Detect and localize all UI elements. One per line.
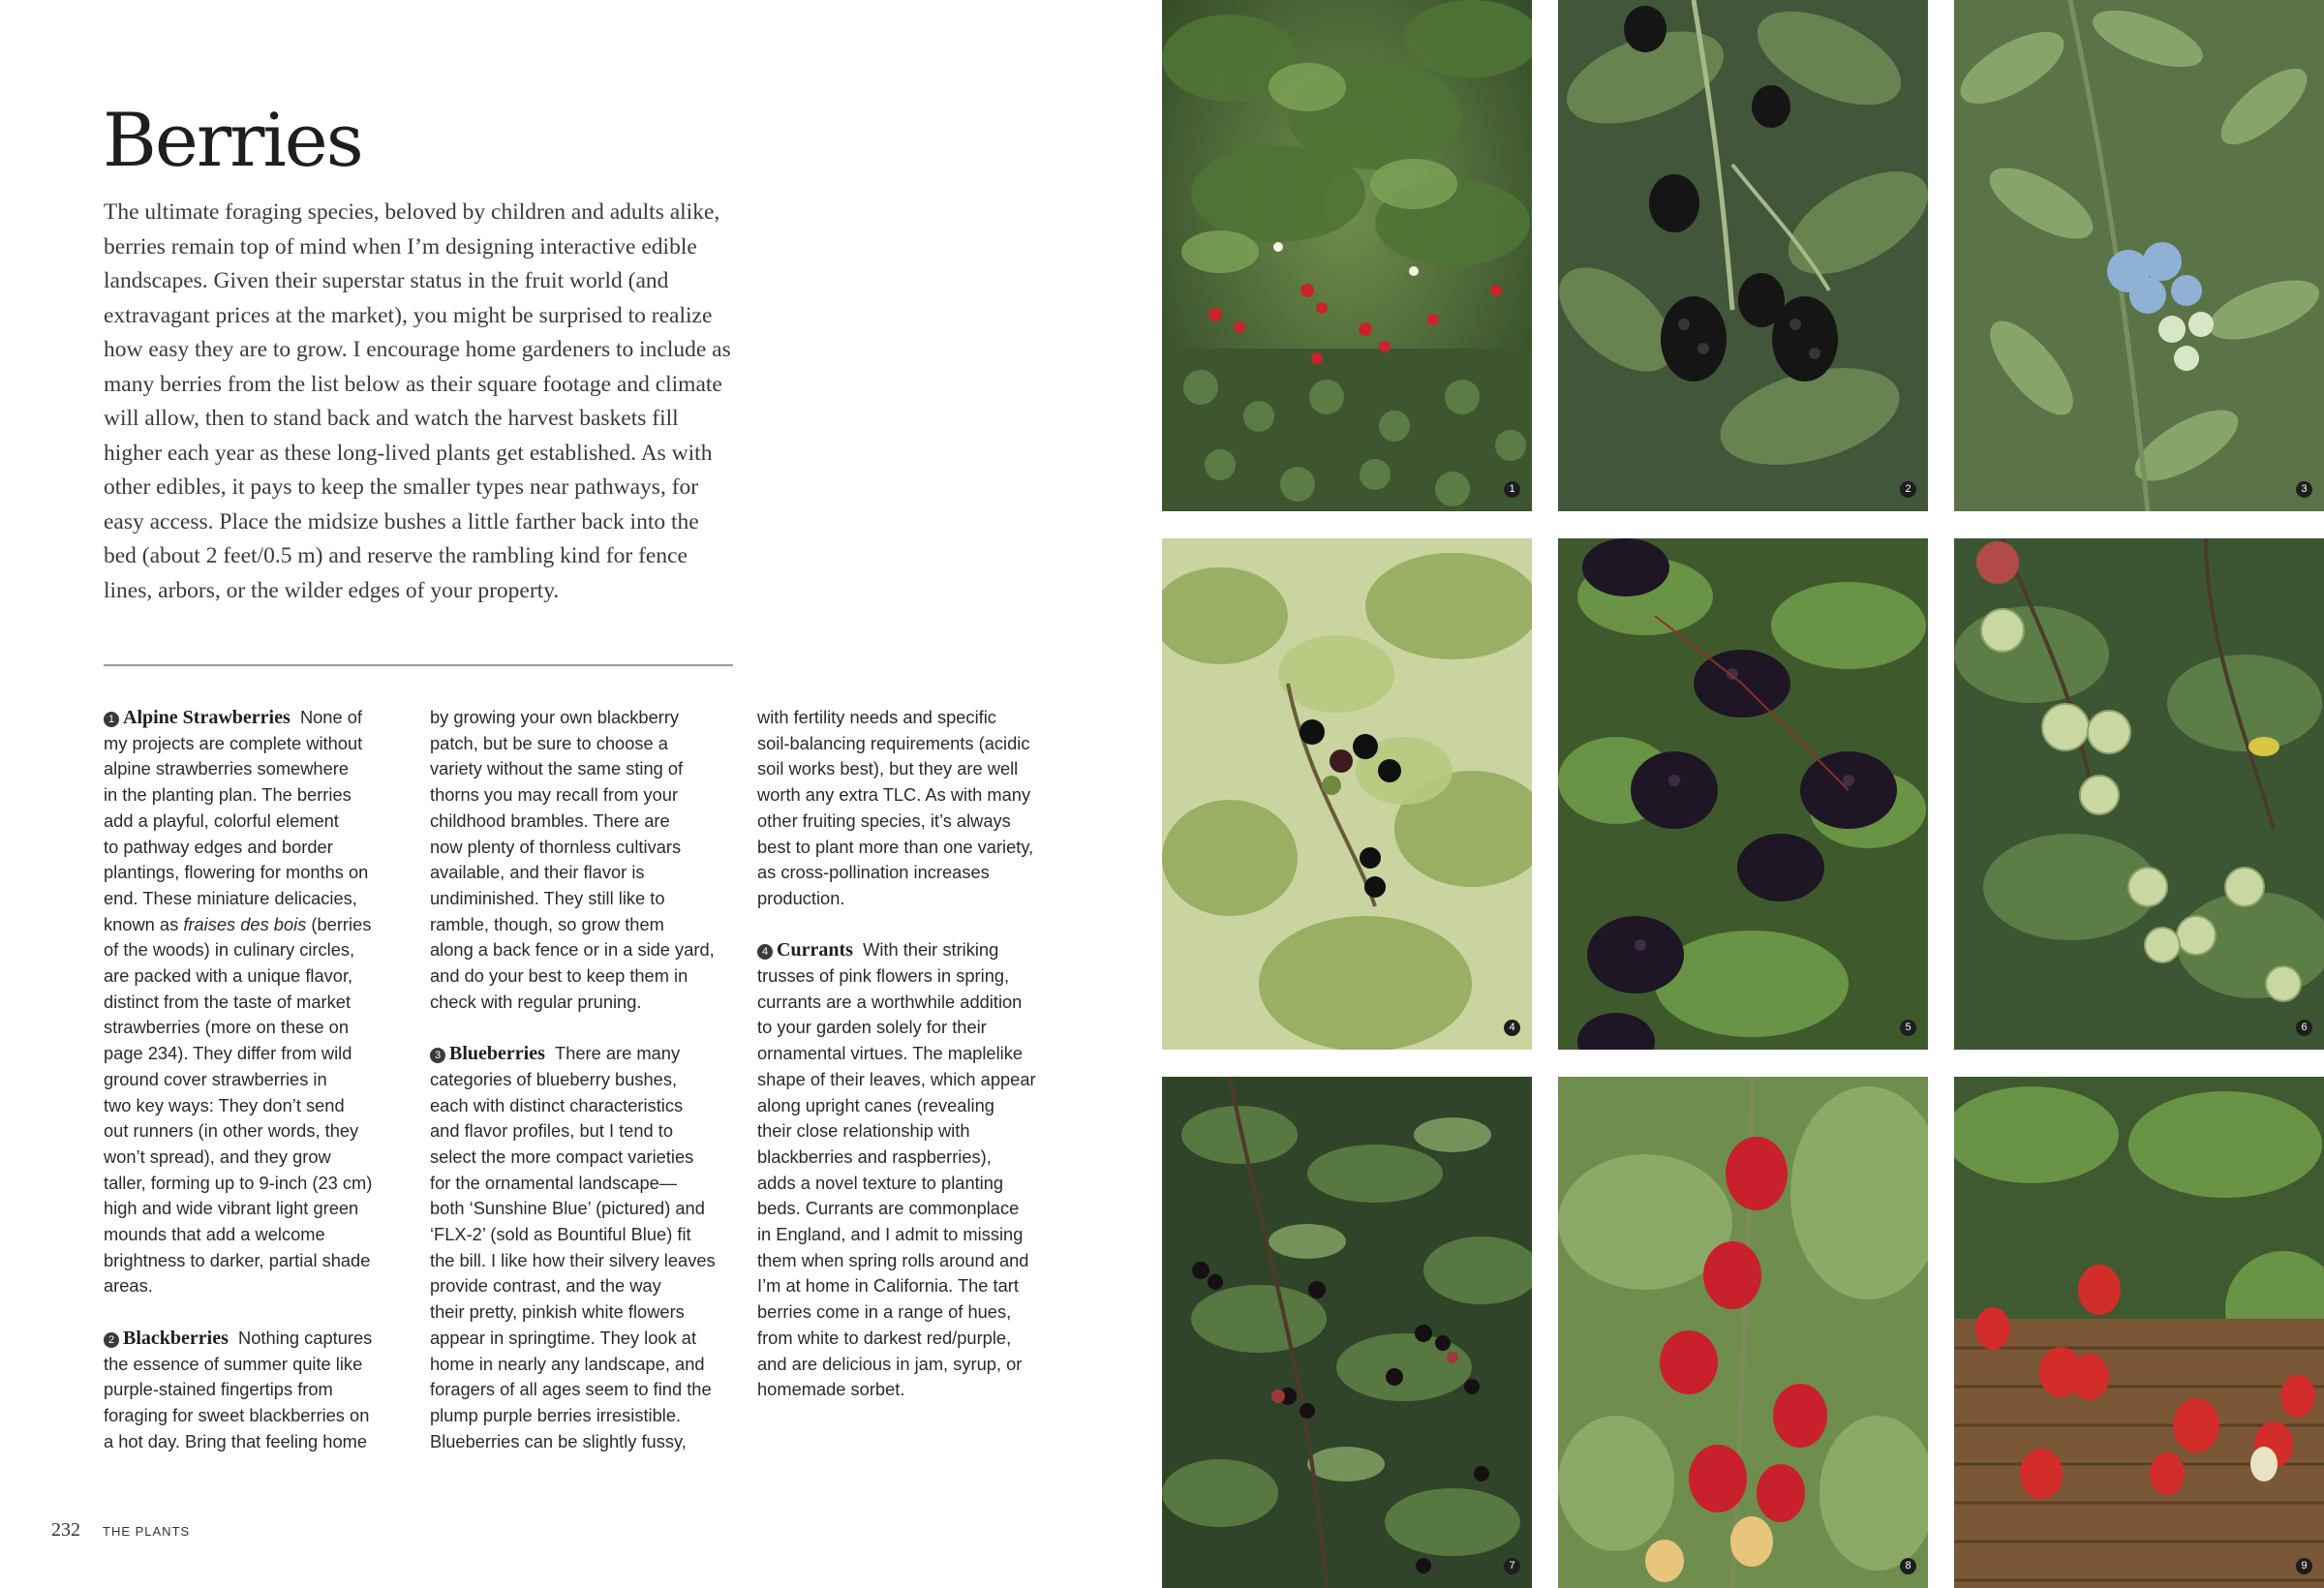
gooseberry-illustration [1954, 538, 2324, 1050]
entry-line: beds. Currants are commonplace [757, 1198, 1020, 1219]
entry-line: homemade sorbet. [757, 1379, 905, 1400]
intro-line: alike, berries remain top of mind when I’m designing interactive [104, 199, 720, 260]
entry-line: both ‘Sunshine Blue’ (pictured) and [430, 1198, 705, 1219]
photo-number-badge: 4 [1504, 1020, 1520, 1036]
entry-heading: Blackberries [123, 1327, 229, 1349]
entry-line: of the woods) in culinary circles, [104, 939, 355, 961]
entry-line: a hot day. Bring that feeling home [104, 1430, 368, 1451]
gooseberry-photo [1954, 538, 2324, 1050]
blueberry-illustration [1954, 0, 2324, 511]
entry-line: the essence of summer quite like [104, 1353, 363, 1374]
divider-rule [104, 664, 733, 666]
photo-number-badge: 1 [1504, 481, 1520, 498]
huckleberry-illustration [1162, 1077, 1532, 1588]
entry-line: check with regular pruning. [430, 991, 642, 1012]
number-badge: 4 [757, 944, 773, 960]
entry-line: their pretty, pinkish white flowers [430, 1301, 685, 1323]
elderberry-illustration [1558, 538, 1928, 1050]
entry-line: other fruiting species, it’s always [757, 809, 1011, 831]
entry-line: high and wide vibrant light green [104, 1198, 359, 1219]
entry-blueberries-cont [757, 705, 1059, 912]
entry-heading: Alpine Strawberries [123, 707, 290, 728]
photo-number-badge: 7 [1504, 1558, 1520, 1574]
entry-line: shape of their leaves, which appear [757, 1068, 1036, 1089]
entry-line: them when spring rolls around and [757, 1249, 1029, 1270]
intro-line: types near pathways, for easy access. Place the midsize bushes a [104, 474, 699, 534]
photo-grid [1162, 0, 2324, 1588]
entry-line: berries come in a range of hues, [757, 1301, 1012, 1323]
entry-line: foragers of all ages seem to find the [430, 1379, 712, 1400]
entry-line: from white to darkest red/purple, [757, 1327, 1012, 1348]
entry-line: and do your best to keep them in [430, 965, 688, 987]
entry-line: by growing your own blackberry [430, 707, 680, 727]
intro-line: The ultimate foraging species, beloved by children and adults [104, 199, 664, 225]
entry-line: provide contrast, and the way [430, 1275, 661, 1297]
entry-line: strawberries (more on these on [104, 1017, 350, 1038]
elderberry-photo [1558, 538, 1928, 1050]
entry-line: in the planting plan. The berries [104, 784, 352, 806]
entry-line: taller, forming up to 9-inch (23 cm) [104, 1172, 373, 1193]
alpine-strawberry-photo [1162, 0, 1532, 511]
entry-line: categories of blueberry bushes, [430, 1068, 678, 1089]
section-label: THE PLANTS [103, 1524, 191, 1539]
entry-line: each with distinct characteristics [430, 1094, 684, 1115]
entry-heading: Blueberries [449, 1043, 545, 1065]
number-badge: 2 [104, 1332, 119, 1348]
entry-line: and are delicious in jam, syrup, or [757, 1353, 1023, 1374]
currant-photo [1162, 538, 1532, 1050]
entry-line: mounds that add a welcome [104, 1224, 325, 1245]
entry-text: Nothing captures [238, 1327, 373, 1348]
number-badge: 3 [430, 1048, 445, 1063]
text-column-2 [430, 705, 732, 1481]
entry-line: out runners (in other words, they [104, 1120, 359, 1142]
entry-line: with fertility needs and specific [757, 707, 996, 727]
entry-line: select the more compact varieties [430, 1145, 694, 1167]
entry-line: available, and their flavor is [430, 862, 645, 883]
entry-alpine-strawberries [104, 705, 406, 1299]
entry-line: alpine strawberries somewhere [104, 758, 350, 779]
entry-line: along a back fence or in a side yard, [430, 939, 715, 961]
intro-line: to include as many berries from the list below as their square [104, 337, 731, 397]
intro-paragraph [104, 196, 733, 608]
entry-text: (berries [306, 913, 372, 934]
entry-line: plantings, flowering for months on [104, 862, 369, 883]
entry-line: now plenty of thornless cultivars [430, 836, 682, 857]
entry-line: patch, but be sure to choose a [430, 732, 668, 753]
page-number: 232 [51, 1519, 80, 1541]
entry-text: With their striking [863, 939, 999, 961]
entry-line: two key ways: They don’t send [104, 1094, 345, 1115]
left-page [0, 0, 1152, 1588]
entry-line: end. These miniature delicacies, [104, 887, 357, 908]
entry-line: blackberries and raspberries), [757, 1145, 992, 1167]
intro-line: (and extravagant prices at the market), you might be surprised to [104, 268, 669, 328]
entry-line: to your garden solely for their [757, 1017, 987, 1038]
entry-blueberries [430, 1041, 732, 1454]
entry-blackberries [104, 1326, 406, 1455]
entry-text: There are many [555, 1043, 681, 1064]
entry-line: and flavor profiles, but I tend to [430, 1120, 674, 1142]
entry-blackberries-cont [430, 705, 732, 1015]
entry-line: production. [757, 887, 845, 908]
entry-line: adds a novel texture to planting [757, 1172, 1004, 1193]
entry-line: plump purple berries irresistible. [430, 1404, 682, 1425]
text-column-3 [757, 705, 1059, 1429]
number-badge: 1 [104, 712, 119, 727]
raspberry-illustration [1558, 1077, 1928, 1588]
entry-line: areas. [104, 1275, 153, 1297]
entry-line: soil-balancing requirements (acidic [757, 732, 1030, 753]
intro-line: little farther back into the bed (about 2 feet/0.5 m) and reserve [104, 508, 699, 568]
photo-number-badge: 2 [1900, 481, 1916, 498]
entry-line: thorns you may recall from your [430, 784, 679, 806]
intro-line: harvest baskets fill higher each year as these long-lived plants [104, 406, 679, 466]
entry-line: brightness to darker, partial shade [104, 1249, 371, 1270]
entry-line: purple-stained fingertips from [104, 1379, 333, 1400]
entry-line: appear in springtime. They look at [430, 1327, 697, 1348]
entry-line: trusses of pink flowers in spring, [757, 965, 1010, 987]
intro-line: edible landscapes. Given their superstar status in the fruit world [104, 233, 697, 293]
photo-number-badge: 9 [2296, 1558, 2312, 1574]
intro-line: realize how easy they are to grow. I encourage home gardeners [104, 302, 713, 362]
entry-line: undiminished. They still like to [430, 887, 665, 908]
page-title: Berries [103, 97, 362, 183]
huckleberry-photo [1162, 1077, 1532, 1588]
currant-illustration [1162, 538, 1532, 1050]
raspberry-photo [1558, 1077, 1928, 1588]
entry-line: in England, and I admit to missing [757, 1224, 1024, 1245]
entry-line: for the ornamental landscape— [430, 1172, 678, 1193]
photo-number-badge: 5 [1900, 1020, 1916, 1036]
intro-line: footage and climate will allow, then to stand back and watch the [104, 371, 722, 431]
entry-line: distinct from the taste of market [104, 991, 352, 1012]
photo-number-badge: 6 [2296, 1020, 2312, 1036]
entry-line: my projects are complete without [104, 732, 363, 753]
entry-line: Blueberries can be slightly fussy, [430, 1430, 687, 1451]
entry-line: as cross-pollination increases [757, 862, 990, 883]
photo-number-badge: 8 [1900, 1558, 1916, 1574]
entry-text: known as [104, 913, 184, 934]
entry-line: best to plant more than one variety, [757, 836, 1034, 857]
blackberry-photo [1558, 0, 1928, 511]
entry-line: won’t spread), and they grow [104, 1145, 331, 1167]
entry-line: are packed with a unique flavor, [104, 965, 353, 987]
intro-line: get established. As with other edibles, it pays to keep the smaller [104, 440, 713, 500]
blackberry-illustration [1558, 0, 1928, 511]
strawberry-basket-photo [1954, 1077, 2324, 1588]
text-column-1 [104, 705, 406, 1481]
entry-line: to pathway edges and border [104, 836, 333, 857]
entry-line: soil works best), but they are well [757, 758, 1019, 779]
entry-line: add a playful, colorful element [104, 809, 339, 831]
entry-currants [757, 937, 1059, 1403]
blueberry-photo [1954, 0, 2324, 511]
intro-line: the rambling kind for fence lines, arbors, or the wilder edges of [104, 543, 688, 603]
photo-number-badge: 3 [2296, 481, 2312, 498]
entry-line: ‘FLX-2’ (sold as Bountiful Blue) fit [430, 1224, 691, 1245]
entry-line: home in nearly any landscape, and [430, 1353, 705, 1374]
entry-line: ramble, though, so grow them [430, 913, 664, 934]
entry-line: I’m at home in California. The tart [757, 1275, 1019, 1297]
entry-line: along upright canes (revealing [757, 1094, 994, 1115]
entry-line: variety without the same sting of [430, 758, 684, 779]
alpine-strawberry-illustration [1162, 0, 1532, 511]
entry-line: their close relationship with [757, 1120, 970, 1142]
entry-line: currants are a worthwhile addition [757, 991, 1023, 1012]
intro-line: your property. [430, 577, 560, 603]
entry-line: ornamental virtues. The maplelike [757, 1043, 1024, 1064]
entry-line: page 234). They differ from wild [104, 1043, 352, 1064]
entry-line: the bill. I like how their silvery leaves [430, 1249, 716, 1270]
entry-line: foraging for sweet blackberries on [104, 1404, 370, 1425]
entry-heading: Currants [777, 939, 853, 962]
entry-line: worth any extra TLC. As with many [757, 784, 1031, 806]
italic-term: fraises des bois [183, 913, 307, 934]
entry-line: childhood brambles. There are [430, 809, 670, 831]
entry-line: ground cover strawberries in [104, 1068, 327, 1089]
entry-text: None of [299, 707, 362, 727]
strawberry-basket-illustration [1954, 1077, 2324, 1588]
